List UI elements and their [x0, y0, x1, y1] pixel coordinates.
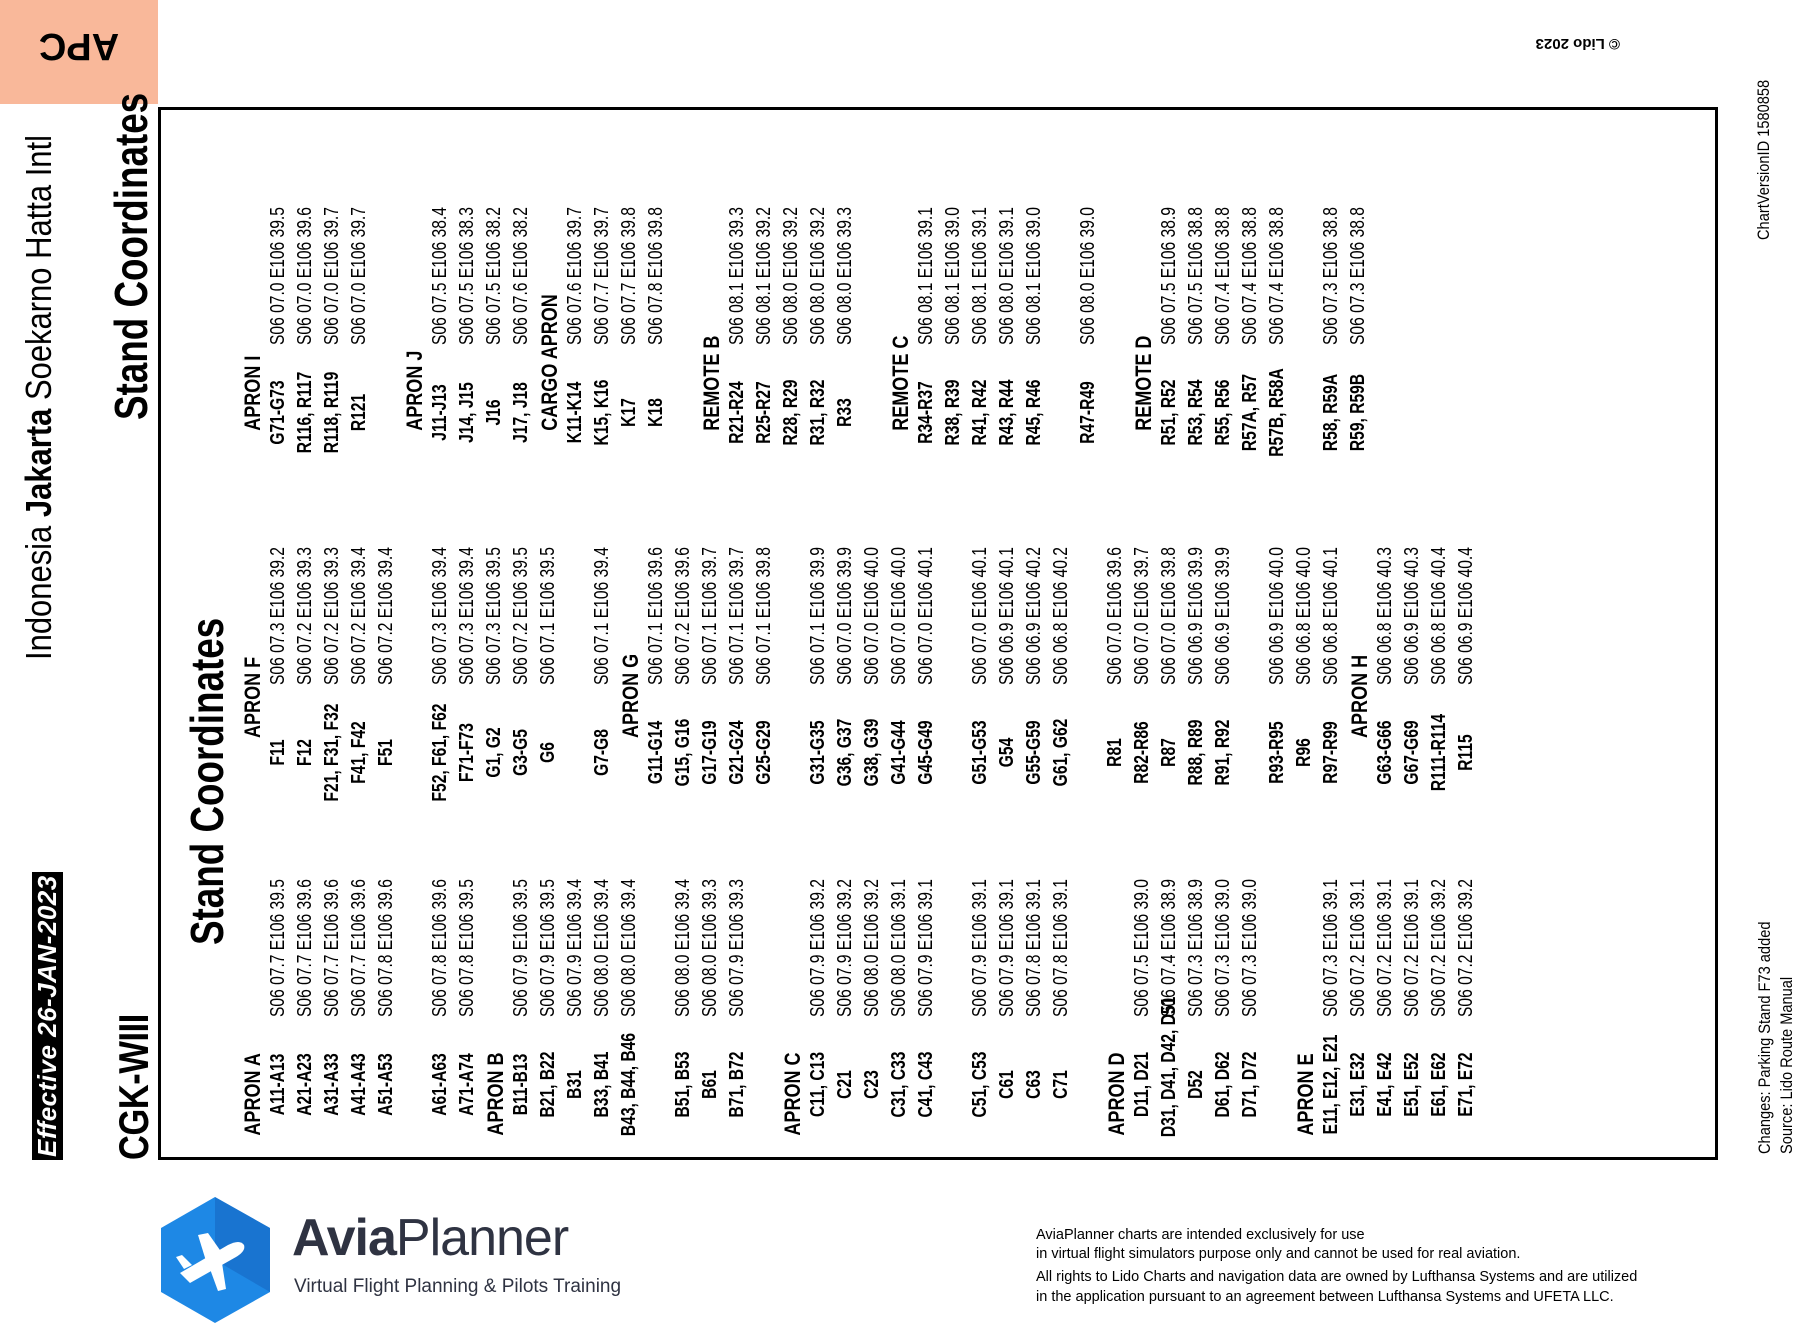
stand-row: [807, 0, 834, 480]
stand-id: R47-R49: [1077, 381, 1099, 444]
apron-heading: APRON I: [240, 355, 265, 431]
stand-coordinates: S06 07.2 E106 39.3: [294, 547, 316, 685]
stand-id: B31: [564, 1070, 586, 1099]
stand-coordinates: S06 07.0 E106 39.7: [348, 207, 370, 345]
stand-coordinates: S06 07.5 E106 38.8: [1185, 207, 1207, 345]
stand-coordinates: S06 07.7 E106 39.6: [348, 879, 370, 1017]
disclaimer-line-3: All rights to Lido Charts and navigation data are owned by Lufthansa Systems and are utilized: [1036, 1269, 1638, 1285]
stand-id: R38, R39: [942, 379, 964, 446]
stand-coordinates: S06 08.1 E106 39.2: [753, 207, 775, 345]
stand-coordinates: S06 07.7 E106 39.6: [294, 879, 316, 1017]
stand-row: [834, 0, 861, 480]
footer-notes: [1754, 922, 1798, 1154]
stand-id: C51, C53: [969, 1051, 991, 1118]
stand-coordinates: S06 07.4 E106 38.9: [1158, 879, 1180, 1017]
apron-heading: APRON D: [1104, 1052, 1129, 1136]
stand-id: G31-G35: [807, 720, 829, 785]
stand-coordinates: S06 07.1 E106 39.8: [753, 547, 775, 685]
stand-row: [780, 0, 807, 480]
stand-id: G25-G29: [753, 720, 775, 785]
stand-row: [942, 0, 969, 480]
row-gap: [1293, 0, 1320, 480]
stand-coordinates: S06 08.0 E106 39.4: [672, 879, 694, 1017]
stand-coordinates: S06 07.9 E106 39.2: [834, 879, 856, 1017]
stand-id: R97-R99: [1320, 721, 1342, 784]
stand-id: F21, F31, F32: [321, 703, 343, 802]
stand-coordinates: S06 07.0 E106 40.1: [969, 547, 991, 685]
stand-id: G71-G73: [267, 380, 289, 445]
stand-coordinates: S06 07.1 E106 39.6: [645, 547, 667, 685]
stand-id: F12: [294, 739, 316, 766]
stand-id: G55-G59: [1023, 720, 1045, 785]
stand-coordinates: S06 07.8 E106 39.1: [1050, 879, 1072, 1017]
apron-heading: APRON G: [618, 653, 643, 738]
stand-coordinates: S06 07.7 E106 39.5: [267, 879, 289, 1017]
stand-coordinates: S06 07.0 E106 39.6: [294, 207, 316, 345]
stand-row: [294, 0, 321, 480]
apron-heading: REMOTE B: [699, 335, 724, 431]
stand-coordinates: S06 07.2 E106 39.1: [1374, 879, 1396, 1017]
stand-coordinates: S06 07.2 E106 39.4: [348, 547, 370, 685]
stand-coordinates: S06 07.0 E106 39.8: [1158, 547, 1180, 685]
stand-id: R51, R52: [1158, 379, 1180, 446]
disclaimer-line-1: AviaPlanner charts are intended exclusively for use: [1036, 1227, 1365, 1243]
stand-id: R21-R24: [726, 381, 748, 444]
stand-id: G63-G66: [1374, 720, 1396, 785]
stand-id: R25-R27: [753, 381, 775, 444]
stand-id: C71: [1050, 1070, 1072, 1099]
stand-row: [1158, 0, 1185, 480]
airport-name: [18, 135, 60, 660]
stand-coordinates: S06 07.9 E106 39.3: [726, 879, 748, 1017]
stand-id: F41, F42: [348, 721, 370, 784]
stand-coordinates: S06 07.7 E106 39.6: [321, 879, 343, 1017]
stand-coordinates: S06 07.2 E106 39.3: [321, 547, 343, 685]
apron-heading: REMOTE C: [888, 335, 913, 431]
brand-name: AviaPlanner: [292, 1209, 569, 1267]
stand-id: R57B, R58A: [1266, 368, 1288, 457]
stand-coordinates: S06 07.4 E106 38.8: [1212, 207, 1234, 345]
stand-coordinates: S06 07.3 E106 39.0: [1239, 879, 1261, 1017]
stand-coordinates: S06 07.2 E106 39.1: [1347, 879, 1369, 1017]
stand-id: K11-K14: [564, 381, 586, 444]
stand-id: R93-R95: [1266, 721, 1288, 784]
stand-coordinates: S06 07.1 E106 39.7: [699, 547, 721, 685]
stand-coordinates: S06 07.2 E106 39.4: [375, 547, 397, 685]
stand-coordinates: S06 07.8 E106 39.8: [645, 207, 667, 345]
stand-row: [267, 0, 294, 480]
stand-coordinates: S06 08.0 E106 39.0: [1077, 207, 1099, 345]
stand-row: [1374, 340, 1401, 820]
stand-id: D31, D41, D42, D51: [1158, 996, 1180, 1138]
apron-heading: APRON J: [402, 350, 427, 431]
stand-id: G38, G39: [861, 718, 883, 787]
stand-row: [1401, 340, 1428, 820]
stand-coordinates: S06 07.9 E106 39.1: [996, 879, 1018, 1017]
stand-row: [753, 0, 780, 480]
stand-id: R88, R89: [1185, 719, 1207, 786]
stand-coordinates: S06 07.9 E106 39.5: [537, 879, 559, 1017]
row-gap: [861, 0, 888, 480]
stand-row: [1320, 0, 1347, 480]
stand-coordinates: S06 07.7 E106 39.8: [618, 207, 640, 345]
stand-column-3: [240, 0, 1374, 480]
stand-id: D52: [1185, 1070, 1207, 1099]
stand-coordinates: S06 07.5 E106 39.0: [1131, 879, 1153, 1017]
stand-id: G17-G19: [699, 720, 721, 785]
chart-version-id: ChartVersionID 1580858: [1754, 79, 1773, 240]
apc-label: APC: [38, 25, 120, 67]
row-gap: [1104, 0, 1131, 480]
stand-coordinates: S06 07.0 E106 40.0: [888, 547, 910, 685]
stand-coordinates: S06 08.0 E106 39.2: [807, 207, 829, 345]
stand-coordinates: S06 06.9 E106 40.3: [1401, 547, 1423, 685]
apron-heading: CARGO APRON: [537, 294, 562, 431]
stand-coordinates: S06 06.9 E106 39.9: [1212, 547, 1234, 685]
stand-row: [510, 0, 537, 480]
stand-id: D61, D62: [1212, 1051, 1234, 1118]
stand-id: G21-G24: [726, 720, 748, 785]
stand-coordinates: S06 07.0 E106 39.6: [1104, 547, 1126, 685]
stand-row: [321, 0, 348, 480]
stand-id: R33: [834, 398, 856, 427]
lido-copyright: © Lido 2023: [1535, 35, 1620, 52]
stand-row: [429, 0, 456, 480]
stand-id: K15, K16: [591, 379, 613, 446]
body-title: Stand Coordinates: [181, 617, 233, 945]
stand-id: R111-R114: [1428, 713, 1450, 792]
stand-row: [1023, 0, 1050, 480]
stand-coordinates: S06 07.5 E106 38.4: [429, 207, 451, 345]
source-note: Source: Lido Route Manual: [1777, 976, 1796, 1154]
stand-id: R43, R44: [996, 379, 1018, 446]
stand-coordinates: S06 07.1 E106 39.5: [537, 547, 559, 685]
stand-row: [591, 0, 618, 480]
stand-id: G41-G44: [888, 720, 910, 785]
stand-id: C61: [996, 1070, 1018, 1099]
stand-coordinates: S06 06.8 E106 40.3: [1374, 547, 1396, 685]
stand-id: F11: [267, 739, 289, 766]
stand-coordinates: S06 07.3 E106 39.4: [456, 547, 478, 685]
changes-note: Changes: Parking Stand F73 added: [1755, 921, 1774, 1154]
stand-id: C63: [1023, 1070, 1045, 1099]
stand-coordinates: S06 07.0 E106 39.9: [834, 547, 856, 685]
stand-coordinates: S06 07.9 E106 39.1: [969, 879, 991, 1017]
stand-id: B33, B41: [591, 1051, 613, 1118]
stand-id: E61, E62: [1428, 1052, 1450, 1117]
stand-id: E41, E42: [1374, 1052, 1396, 1117]
stand-id: A11-A13: [267, 1053, 289, 1116]
stand-coordinates: S06 07.0 E106 39.7: [1131, 547, 1153, 685]
stand-id: G67-G69: [1401, 720, 1423, 785]
stand-id: R28, R29: [780, 379, 802, 446]
chart-code: CGK-WIII: [110, 1014, 157, 1160]
stand-id: G7-G8: [591, 729, 613, 776]
stand-id: E51, E52: [1401, 1052, 1423, 1117]
stand-coordinates: S06 06.9 E106 40.0: [1266, 547, 1288, 685]
stand-coordinates: S06 07.8 E106 39.6: [375, 879, 397, 1017]
stand-coordinates: S06 08.0 E106 39.3: [834, 207, 856, 345]
stand-id: B11-B13: [510, 1053, 532, 1116]
stand-coordinates: S06 07.4 E106 38.8: [1266, 207, 1288, 345]
stand-coordinates: S06 07.8 E106 39.6: [429, 879, 451, 1017]
stand-coordinates: S06 07.1 E106 39.7: [726, 547, 748, 685]
apron-heading: APRON A: [240, 1053, 265, 1136]
stand-id: J14, J15: [456, 382, 478, 443]
stand-row: [1266, 0, 1293, 480]
stand-id: G11-G14: [645, 720, 667, 785]
stand-id: J11-J13: [429, 384, 451, 441]
apron-heading: APRON F: [240, 656, 265, 738]
stand-id: G45-G49: [915, 720, 937, 785]
stand-coordinates: S06 07.2 E106 39.1: [1401, 879, 1423, 1017]
stand-id: F51: [375, 739, 397, 766]
stand-coordinates: S06 08.0 E106 39.1: [888, 879, 910, 1017]
stand-coordinates: S06 06.8 E106 40.0: [1293, 547, 1315, 685]
stand-coordinates: S06 07.6 E106 38.2: [510, 207, 532, 345]
stand-id: E11, E12, E21: [1320, 1034, 1342, 1135]
stand-id: R116, R117: [294, 371, 316, 454]
stand-id: R57A, R57: [1239, 373, 1261, 452]
stand-id: C21: [834, 1070, 856, 1099]
stand-coordinates: S06 08.0 E106 39.4: [618, 879, 640, 1017]
stand-row: [969, 0, 996, 480]
stand-id: R31, R32: [807, 379, 829, 446]
stand-id: B21, B22: [537, 1051, 559, 1118]
stand-coordinates: S06 06.8 E106 40.4: [1428, 547, 1450, 685]
stand-id: A21-A23: [294, 1053, 316, 1116]
stand-id: A61-A63: [429, 1053, 451, 1116]
stand-coordinates: S06 08.1 E106 39.0: [1023, 207, 1045, 345]
stand-id: B51, B53: [672, 1051, 694, 1118]
stand-id: A41-A43: [348, 1053, 370, 1116]
stand-coordinates: S06 07.0 E106 39.7: [321, 207, 343, 345]
header-title: Stand Coordinates: [105, 92, 157, 420]
stand-coordinates: S06 07.8 E106 39.1: [1023, 879, 1045, 1017]
stand-id: F71-F73: [456, 723, 478, 782]
stand-coordinates: S06 07.2 E106 39.2: [1428, 879, 1450, 1017]
stand-id: R91, R92: [1212, 719, 1234, 786]
stand-id: A31-A33: [321, 1053, 343, 1116]
stand-coordinates: S06 06.9 E106 40.1: [996, 547, 1018, 685]
stand-id: R118, R119: [321, 371, 343, 454]
stand-id: K17: [618, 398, 640, 427]
stand-coordinates: S06 08.0 E106 39.2: [780, 207, 802, 345]
stand-id: R96: [1293, 738, 1315, 767]
apron-heading: APRON C: [780, 1052, 805, 1136]
stand-id: C41, C43: [915, 1051, 937, 1118]
stand-id: F52, F61, F62: [429, 703, 451, 802]
apron-heading: APRON B: [483, 1052, 508, 1136]
stand-id: R81: [1104, 738, 1126, 767]
stand-row: [645, 0, 672, 480]
stand-id: R55, R56: [1212, 379, 1234, 446]
row-gap: [375, 0, 402, 480]
stand-id: R41, R42: [969, 379, 991, 446]
stand-coordinates: S06 08.0 E106 39.4: [591, 879, 613, 1017]
stand-coordinates: S06 07.3 E106 39.2: [267, 547, 289, 685]
airport-city: Jakarta: [18, 408, 59, 518]
stand-coordinates: S06 06.9 E106 39.9: [1185, 547, 1207, 685]
stand-row: [1185, 0, 1212, 480]
stand-coordinates: S06 06.8 E106 40.2: [1050, 547, 1072, 685]
stand-id: E71, E72: [1455, 1052, 1477, 1117]
effective-date: Effective 26-JAN-2023: [32, 160, 63, 1160]
stand-coordinates: S06 07.0 E106 39.5: [267, 207, 289, 345]
stand-row: [996, 0, 1023, 480]
apron-heading: REMOTE D: [1131, 335, 1156, 431]
stand-id: R115: [1455, 734, 1477, 771]
stand-id: K18: [645, 398, 667, 427]
stand-id: G6: [537, 742, 559, 763]
stand-id: R58, R59A: [1320, 373, 1342, 452]
brand-subtitle: Virtual Flight Planning & Pilots Training: [294, 1276, 622, 1297]
stand-coordinates: S06 07.9 E106 39.5: [510, 879, 532, 1017]
stand-row: [1455, 340, 1482, 820]
stand-coordinates: S06 07.0 E106 40.1: [915, 547, 937, 685]
stand-coordinates: S06 07.3 E106 39.4: [429, 547, 451, 685]
stand-id: G36, G37: [834, 718, 856, 787]
stand-row: [1077, 0, 1104, 480]
stand-row: [618, 0, 645, 480]
stand-row: [726, 0, 753, 480]
stand-coordinates: S06 07.3 E106 39.5: [483, 547, 505, 685]
stand-row: [483, 0, 510, 480]
aviaplanner-logo-icon: [158, 1195, 273, 1325]
stand-coordinates: S06 07.5 E106 38.3: [456, 207, 478, 345]
stand-coordinates: S06 06.8 E106 40.1: [1320, 547, 1342, 685]
stand-coordinates: S06 06.9 E106 40.4: [1455, 547, 1477, 685]
stand-id: C31, C33: [888, 1051, 910, 1118]
airport-official-name: Soekarno Hatta Intl: [18, 134, 59, 401]
stand-coordinates: S06 07.2 E106 39.2: [1455, 879, 1477, 1017]
stand-row: [1212, 0, 1239, 480]
stand-coordinates: S06 07.5 E106 38.2: [483, 207, 505, 345]
stand-id: R45, R46: [1023, 379, 1045, 446]
apron-heading: APRON E: [1293, 1053, 1318, 1136]
stand-coordinates: S06 07.3 E106 38.8: [1320, 207, 1342, 345]
row-gap: [672, 0, 699, 480]
stand-coordinates: S06 06.9 E106 40.2: [1023, 547, 1045, 685]
stand-id: A51-A53: [375, 1053, 397, 1116]
stand-id: R59, R59B: [1347, 373, 1369, 452]
stand-id: B43, B44, B46: [618, 1032, 640, 1137]
stand-id: G15, G16: [672, 718, 694, 787]
stand-id: R34-R37: [915, 381, 937, 444]
stand-coordinates: S06 07.3 E106 38.8: [1347, 207, 1369, 345]
stand-id: A71-A74: [456, 1053, 478, 1116]
stand-id: G61, G62: [1050, 718, 1072, 787]
stand-coordinates: S06 07.9 E106 39.2: [807, 879, 829, 1017]
stand-id: R87: [1158, 738, 1180, 767]
stand-id: B71, B72: [726, 1051, 748, 1118]
stand-id: R82-R86: [1131, 721, 1153, 784]
stand-row: [1347, 0, 1374, 480]
stand-id: E31, E32: [1347, 1052, 1369, 1117]
stand-id: J16: [483, 399, 505, 426]
stand-coordinates: S06 07.0 E106 40.0: [861, 547, 883, 685]
stand-id: G51-G53: [969, 720, 991, 785]
stand-id: B61: [699, 1070, 721, 1099]
stand-row: [456, 0, 483, 480]
airport-country: Indonesia: [18, 525, 59, 660]
stand-coordinates: S06 07.2 E106 39.6: [672, 547, 694, 685]
stand-coordinates: S06 07.8 E106 39.5: [456, 879, 478, 1017]
stand-coordinates: S06 07.3 E106 39.0: [1212, 879, 1234, 1017]
stand-coordinates: S06 07.3 E106 38.9: [1185, 879, 1207, 1017]
stand-coordinates: S06 07.5 E106 38.9: [1158, 207, 1180, 345]
stand-coordinates: S06 07.7 E106 39.7: [591, 207, 613, 345]
stand-coordinates: S06 07.6 E106 39.7: [564, 207, 586, 345]
stand-id: G54: [996, 737, 1018, 768]
stand-id: J17, J18: [510, 382, 532, 443]
stand-id: C11, C13: [807, 1051, 829, 1118]
stand-coordinates: S06 07.3 E106 39.1: [1320, 879, 1342, 1017]
stand-coordinates: S06 08.0 E106 39.3: [699, 879, 721, 1017]
stand-coordinates: S06 07.1 E106 39.4: [591, 547, 613, 685]
stand-coordinates: S06 07.2 E106 39.5: [510, 547, 532, 685]
stand-id: C23: [861, 1070, 883, 1099]
stand-id: R53, R54: [1185, 379, 1207, 446]
stand-row: [1428, 340, 1455, 820]
stand-coordinates: S06 07.9 E106 39.1: [915, 879, 937, 1017]
stand-row: [915, 0, 942, 480]
stand-id: R121: [348, 393, 370, 432]
stand-id: D11, D21: [1131, 1051, 1153, 1118]
stand-coordinates: S06 07.4 E106 38.8: [1239, 207, 1261, 345]
stand-coordinates: S06 08.1 E106 39.1: [915, 207, 937, 345]
stand-coordinates: S06 07.1 E106 39.9: [807, 547, 829, 685]
disclaimer-line-4: in the application pursuant to an agreement between Lufthansa Systems and UFETA LLC.: [1036, 1289, 1614, 1305]
stand-row: [348, 0, 375, 480]
stand-id: D71, D72: [1239, 1051, 1261, 1118]
apron-heading: APRON H: [1347, 654, 1372, 738]
row-gap: [1050, 0, 1077, 480]
stand-id: G3-G5: [510, 729, 532, 776]
stand-row: [1239, 0, 1266, 480]
stand-row: [564, 0, 591, 480]
stand-coordinates: S06 08.1 E106 39.1: [969, 207, 991, 345]
stand-coordinates: S06 08.1 E106 39.0: [942, 207, 964, 345]
stand-coordinates: S06 08.1 E106 39.3: [726, 207, 748, 345]
stand-coordinates: S06 08.0 E106 39.1: [996, 207, 1018, 345]
stand-id: G1, G2: [483, 727, 505, 778]
disclaimer-line-2: in virtual flight simulators purpose only and cannot be used for real aviation.: [1036, 1246, 1521, 1262]
stand-coordinates: S06 07.9 E106 39.4: [564, 879, 586, 1017]
stand-coordinates: S06 08.0 E106 39.2: [861, 879, 883, 1017]
